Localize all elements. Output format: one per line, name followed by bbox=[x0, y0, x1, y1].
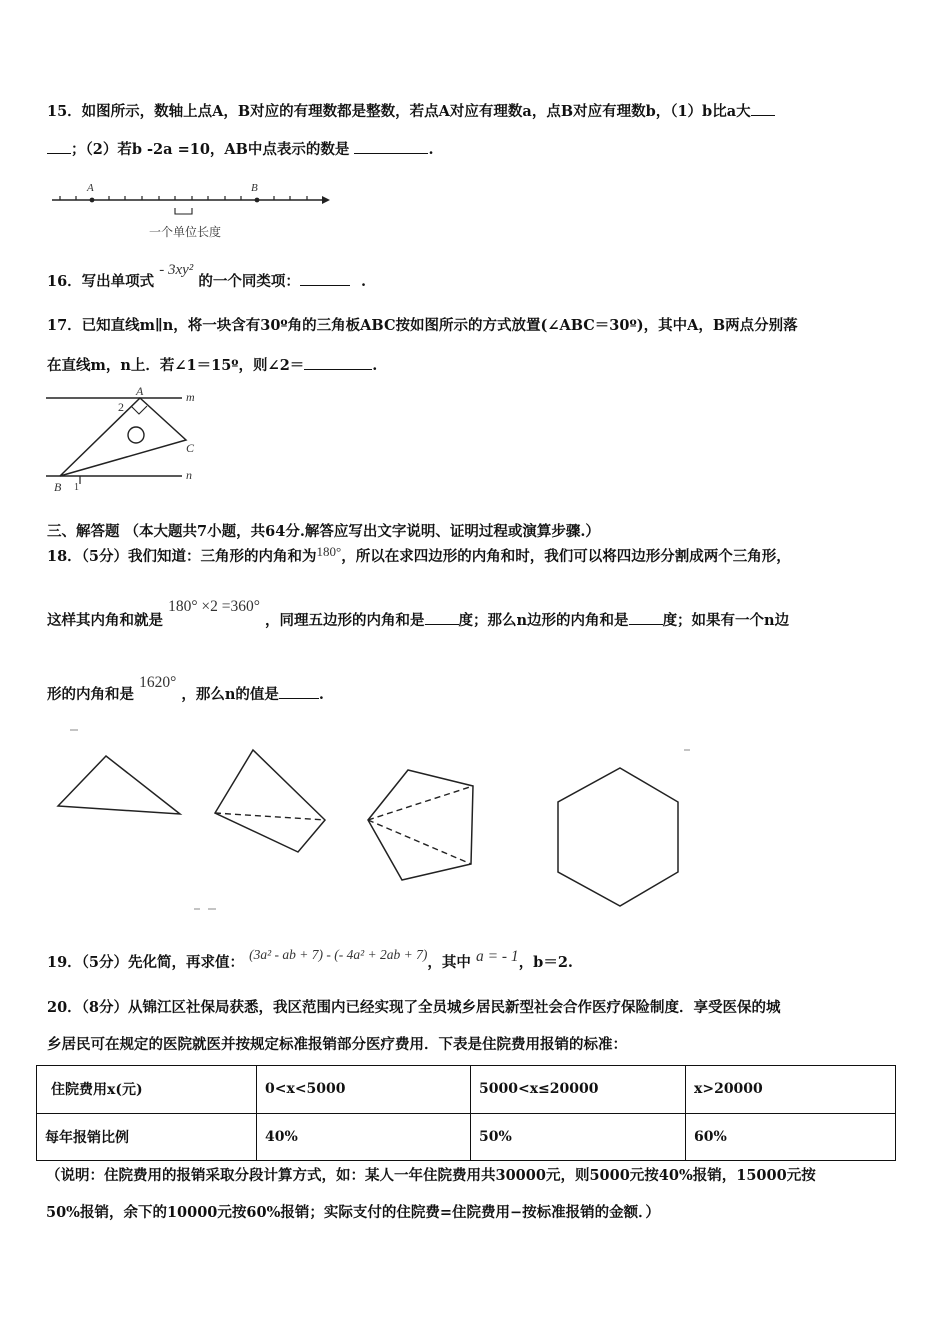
q15-answer-blank-1a bbox=[751, 103, 775, 116]
q15-line1 bbox=[47, 103, 775, 120]
section3-title-text: 三、解答题 （本大题共7小题，共64分.解答应写出文字说明、证明过程或演算步骤.） bbox=[47, 523, 600, 540]
q15-line2-text: ；（2）若b -2a =10，AB中点表示的数是 bbox=[71, 141, 350, 158]
pentagon-shape bbox=[368, 770, 473, 880]
label-angle-2: 2 bbox=[118, 400, 124, 414]
q17-line2-text: 在直线m，n上．若∠1＝15º，则∠2＝ bbox=[47, 357, 305, 374]
label-angle-1: 1 bbox=[74, 482, 79, 493]
section3-title bbox=[47, 525, 600, 540]
q18-line1-b: ，所以在求四边形的内角和时，我们可以将四边形分割成两个三角形， bbox=[341, 548, 791, 565]
q16-line bbox=[47, 262, 366, 290]
q18-line2-a: 这样其内角和就是 bbox=[47, 612, 163, 629]
q18-line2-d: 度；如果有一个n边 bbox=[662, 612, 790, 629]
table-cell: 40% bbox=[257, 1113, 471, 1161]
q15-answer-blank-1b bbox=[47, 141, 71, 154]
unit-length-bracket bbox=[175, 208, 192, 214]
q18-deg180: 180° bbox=[316, 544, 342, 559]
polygon-division-figure bbox=[48, 726, 700, 916]
q17-answer-blank bbox=[304, 357, 372, 370]
q17-end: . bbox=[372, 357, 378, 374]
q16-suffix: 的一个同类项： bbox=[198, 273, 300, 290]
q15-line2 bbox=[47, 141, 434, 158]
table-cell: 0<x<5000 bbox=[257, 1066, 471, 1114]
q17-line1 bbox=[47, 319, 798, 334]
triangle-shape bbox=[58, 756, 180, 814]
q16-prefix: 16．写出单项式 bbox=[47, 273, 155, 290]
q20-line1-text: 20．（8分）从锦江区社保局获悉，我区范围内已经实现了全员城乡居民新型社会合作医疗保险制度．享受医保的城 bbox=[47, 999, 781, 1016]
q18-answer-blank-n bbox=[279, 686, 319, 699]
label-m: m bbox=[186, 390, 195, 404]
q19-prefix: 19．（5分）先化简，再求值： bbox=[47, 954, 245, 971]
table-cell: 50% bbox=[471, 1113, 686, 1161]
q20-line2-text: 乡居民可在规定的医院就医并按规定标准报销部分医疗费用．下表是住院费用报销的标准： bbox=[47, 1036, 627, 1053]
q20-line1 bbox=[47, 1001, 781, 1016]
point-a-label: A bbox=[87, 182, 94, 194]
table-header-row bbox=[37, 1066, 896, 1114]
q18-answer-blank-ngon bbox=[629, 612, 663, 625]
q20-note2-text: 50%报销，余下的10000元按60%报销；实际支付的住院费=住院费用−按标准报销的金额．） bbox=[46, 1204, 660, 1221]
q16-monomial: - 3xy² bbox=[159, 262, 194, 278]
q18-line3-a: 形的内角和是 bbox=[47, 686, 134, 703]
q18-line3-end: . bbox=[318, 686, 324, 703]
q19-b-value: ，b＝2. bbox=[518, 954, 573, 971]
q19-expression: (3a² - ab + 7) - (- 4a² + 2ab + 7) bbox=[249, 947, 428, 962]
table-cell: 60% bbox=[686, 1113, 896, 1161]
q19-a-value: a = - 1 bbox=[475, 948, 519, 965]
hexagon-shape bbox=[558, 768, 678, 906]
q20-line2 bbox=[47, 1038, 627, 1053]
right-angle-mark bbox=[131, 406, 147, 414]
point-b bbox=[255, 198, 260, 203]
label-b: B bbox=[54, 480, 62, 494]
q16-end: . bbox=[360, 273, 366, 290]
q18-line1 bbox=[47, 544, 791, 565]
q18-deg1620: 1620° bbox=[139, 674, 177, 691]
q18-line2-b: ，同理五边形的内角和是 bbox=[265, 612, 425, 629]
triangle-parallel-lines-figure bbox=[40, 384, 200, 496]
q18-line1-text: 18．（5分）我们知道：三角形的内角和为 bbox=[47, 548, 317, 565]
reimbursement-table bbox=[36, 1065, 896, 1161]
q15-line2-end: . bbox=[428, 141, 434, 158]
q15-answer-blank-2 bbox=[354, 141, 428, 154]
number-line-figure bbox=[46, 178, 336, 248]
q18-answer-blank-pentagon bbox=[425, 612, 459, 625]
q18-line3 bbox=[47, 674, 324, 703]
q18-line2 bbox=[47, 598, 790, 629]
q18-calc: 180° ×2 =360° bbox=[168, 598, 260, 615]
point-b-label: B bbox=[251, 182, 258, 194]
q19-mid: ，其中 bbox=[427, 954, 471, 971]
table-cell: 每年报销比例 bbox=[37, 1113, 257, 1161]
q15-line1-text: 15．如图所示，数轴上点A，B对应的有理数都是整数，若点A对应有理数a，点B对应有理数b，（1）b比a大 bbox=[47, 103, 751, 120]
q18-line3-b: ，那么n的值是 bbox=[181, 686, 279, 703]
q20-note2 bbox=[46, 1206, 660, 1221]
point-a bbox=[90, 198, 95, 203]
q20-note1 bbox=[46, 1169, 816, 1184]
label-a: A bbox=[136, 384, 144, 398]
table-cell: x>20000 bbox=[686, 1066, 896, 1114]
q17-line1-text: 17．已知直线m∥n，将一块含有30º角的三角板ABC按如图所示的方式放置(∠ABC＝30º)，其中A，B两点分别落 bbox=[47, 317, 798, 334]
q20-note1-text: （说明：住院费用的报销采取分段计算方式，如：某人一年住院费用共30000元，则5000元按40%报销，15000元按 bbox=[46, 1167, 816, 1184]
q19-line bbox=[47, 947, 573, 971]
table-cell: 5000<x≤20000 bbox=[471, 1066, 686, 1114]
label-c: C bbox=[186, 441, 195, 455]
q18-line2-c: 度；那么n边形的内角和是 bbox=[458, 612, 629, 629]
unit-length-caption: 一个单位长度 bbox=[149, 225, 222, 239]
q17-line2 bbox=[47, 357, 377, 374]
table-cell: 住院费用x(元) bbox=[37, 1066, 257, 1114]
label-n: n bbox=[186, 468, 192, 482]
table-row bbox=[37, 1113, 896, 1161]
q16-answer-blank bbox=[300, 273, 350, 286]
triangle-hole bbox=[128, 427, 144, 443]
quadrilateral-shape bbox=[215, 750, 325, 852]
